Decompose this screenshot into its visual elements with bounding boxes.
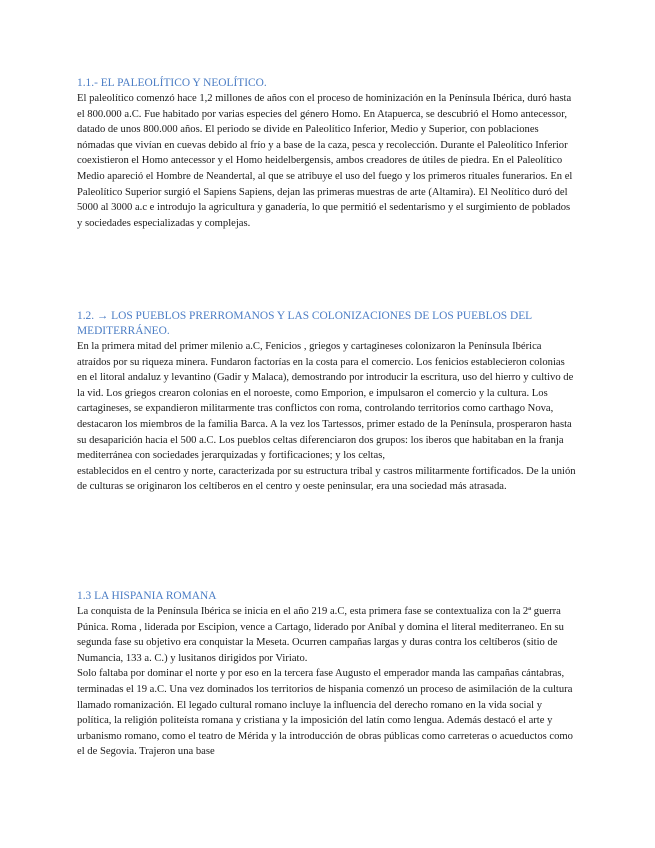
section-heading: 1.2. → LOS PUEBLOS PRERROMANOS Y LAS COLONIZACIONES DE LOS PUEBLOS DEL MEDITERRÁNEO.: [77, 310, 532, 337]
section-body: [77, 339, 577, 495]
section-hispania-romana: [77, 589, 577, 760]
section-body: [77, 91, 577, 231]
paragraph: El paleolítico comenzó hace 1,2 millones de años con el proceso de hominización en la Península Ibérica, duró hasta el 800.000 a.C. Fue habitado por varias especies del género Homo. En Atapuerca, se descubrió el Homo antecessor, datado de unos 800.000 años. El periodo se divide en Paleolítico Inferior, Medio y Superior, con poblaciones nómadas que vivían en cuevas debido al frío y a base de la caza, pesca y recolección. Durante el Paleolítico Inferior coexistieron el Homo antecessor y el Homo heidelbergensis, ambos creadores de útiles de piedra. En el Paleolítico Medio apareció el Hombre de Neandertal, al que se atribuye el uso del fuego y los primeros rituales funerarios. En el Paleolítico Superior surgió el Sapiens Sapiens, dejan las primeras muestras de arte (Altamira). El Neolítico duró del 5000 al 3000 a.c e introdujo la agricultura y ganadería, lo que permitió el sedentarismo y el surgimiento de poblados y sociedades especializadas y complejas.: [77, 93, 573, 229]
section-heading: 1.1.- EL PALEOLÍTICO Y NEOLÍTICO.: [77, 77, 267, 89]
section-paleolitico: [77, 76, 577, 231]
section-heading: 1.3 LA HISPANIA ROMANA: [77, 590, 217, 602]
section-body: [77, 604, 577, 760]
paragraph: Solo faltaba por dominar el norte y por eso en la tercera fase Augusto el emperador manda las campañas cántabras, terminadas el 19 a.C. Una vez dominados los territorios de hispania comenzó un proceso de asimilación de la cultura llamado romanización. El legado cultural romano incluye la influencia del derecho romano en la vida social y política, la religión politeísta romana y cristiana y la imposición del latín como lengua. Además destacó el arte y urbanismo romano, como el teatro de Mérida y la introducción de obras públicas como carreteras o acueductos como el de Segovia. Trajeron una base: [77, 668, 573, 758]
paragraph: La conquista de la Península Ibérica se inicia en el año 219 a.C, esta primera fase se contextualiza con la 2ª guerra Púnica. Roma , liderada por Escipion, vence a Cartago, liderado por Aníbal y domina el literal mediterraneo. En su segunda fase su objetivo era conquistar la Meseta. Ocurren campañas largas y duras contra los celtíberos (sitio de Numancia, 133 a. C.) y lusitanos dirigidos por Viriato.: [77, 606, 564, 664]
section-pueblos-prerromanos: [77, 309, 577, 495]
paragraph: establecidos en el centro y norte, caracterizada por su estructura tribal y castros militarmente fortificados. De la unión de culturas se originaron los celtíberos en el centro y oeste peninsular, era una sociedad más atrasada.: [77, 465, 576, 493]
paragraph: En la primera mitad del primer milenio a.C, Fenicios , griegos y cartagineses colonizaron la Península Ibérica atraídos por su riqueza minera. Fundaron factorías en la costa para el comercio. Los fenicios establecieron colonias en el litoral andaluz y levantino (Gadir y Malaca), demostrando por introducir la escritura, uso del hierro y cultivo de la vid. Los griegos crearon colonias en el noroeste, como Emporion, e impulsaron el comercio y la cultura. Los cartagineses, se expandieron militarmente tras conflictos con roma, controlando territorios como carthago Nova, destacaron los miembros de la familia Barca. A la vez los Tartessos, primer estado de la Península, prosperaron hasta su desaparición hacia el 500 a.C. Los pueblos celtas diferenciaron dos grupos: los iberos que habitaban en la franja mediterránea con sociedades jerarquizadas y fortificaciones; y los celtas,: [77, 341, 574, 462]
